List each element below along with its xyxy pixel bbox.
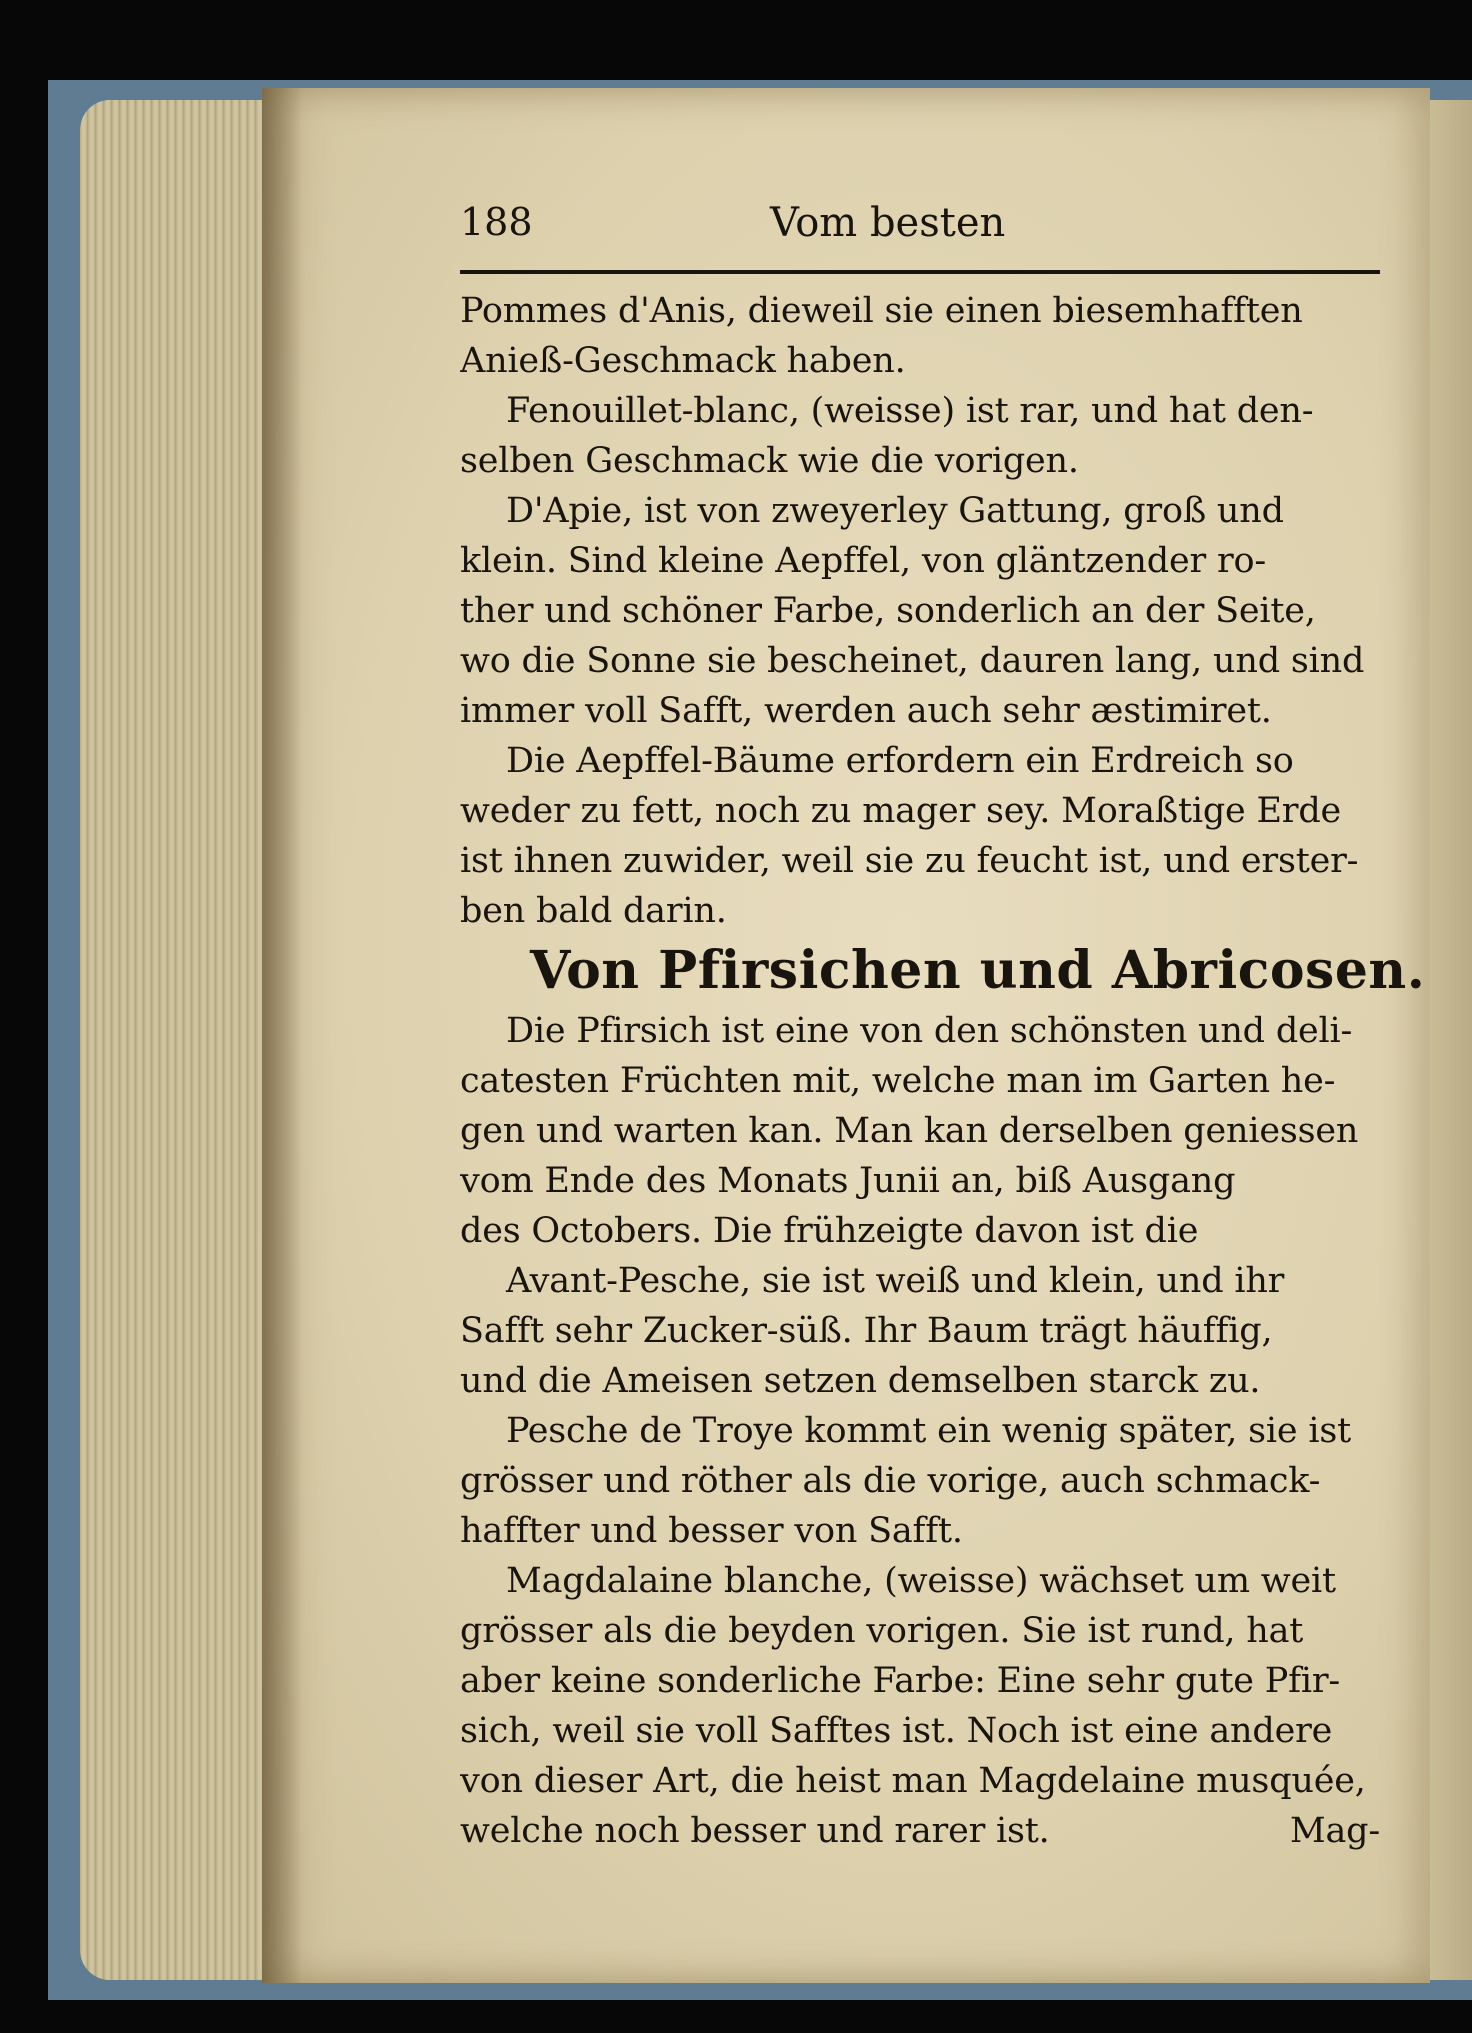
paragraphs-apples — [460, 286, 1380, 936]
text-line: gen und warten kan. Man kan derselben geniessen — [460, 1111, 1359, 1151]
text-line: sich, weil sie voll Safftes ist. Noch ist eine andere — [460, 1711, 1333, 1751]
text-line: Pesche de Troye kommt ein wenig später, sie ist — [506, 1411, 1351, 1451]
text-line: grösser als die beyden vorigen. Sie ist rund, hat — [460, 1611, 1304, 1651]
text-line: Die Pfirsich ist eine von den schönsten und deli- — [506, 1011, 1353, 1051]
text-line: Safft sehr Zucker-süß. Ihr Baum trägt häuffig, — [460, 1311, 1273, 1351]
text-line: Avant-Pesche, sie ist weiß und klein, und ihr — [506, 1261, 1285, 1301]
text-line: vom Ende des Monats Junii an, biß Ausgang — [460, 1161, 1236, 1201]
running-head: Vom besten — [770, 200, 1006, 246]
text-line: und die Ameisen setzen demselben starck zu. — [460, 1361, 1261, 1401]
text-line: ben bald darin. — [460, 891, 727, 931]
text-line: ther und schöner Farbe, sonderlich an der Seite, — [460, 591, 1316, 631]
header-rule — [460, 270, 1380, 274]
text-line: weder zu fett, noch zu mager sey. Moraßtige Erde — [460, 791, 1342, 831]
facing-page-edge — [1425, 100, 1472, 1980]
page-gutter-shadow — [262, 88, 302, 1983]
section-heading: Von Pfirsichen und Abricosen. — [530, 940, 1426, 1001]
text-line: catesten Früchten mit, welche man im Garten he- — [460, 1061, 1336, 1101]
paragraphs-peaches — [460, 1006, 1380, 1856]
text-line: D'Apie, ist von zweyerley Gattung, groß und — [506, 491, 1284, 531]
text-line: haffter und besser von Safft. — [460, 1511, 963, 1551]
text-line: welche noch besser und rarer ist. Mag- — [460, 1806, 1380, 1856]
text-line: von dieser Art, die heist man Magdelaine musquée, — [460, 1761, 1366, 1801]
text-line: aber keine sonderliche Farbe: Eine sehr gute Pfir- — [460, 1661, 1340, 1701]
page-header — [460, 200, 1380, 248]
text-line: Pommes d'Anis, dieweil sie einen biesemhafften — [460, 291, 1303, 331]
text-line: grösser und röther als die vorige, auch schmack- — [460, 1461, 1321, 1501]
text-line: Magdalaine blanche, (weisse) wächset um weit — [506, 1561, 1336, 1601]
text-line: Fenouillet-blanc, (weisse) ist rar, und hat den- — [506, 391, 1314, 431]
text-line: Die Aepffel-Bäume erfordern ein Erdreich so — [506, 741, 1294, 781]
text-line: wo die Sonne sie bescheinet, dauren lang, und sind — [460, 641, 1365, 681]
text-line: des Octobers. Die frühzeigte davon ist die — [460, 1211, 1199, 1251]
text-line: immer voll Safft, werden auch sehr æstimiret. — [460, 691, 1272, 731]
page-body — [460, 286, 1426, 1856]
text-line: selben Geschmack wie die vorigen. — [460, 441, 1079, 481]
text-line: ist ihnen zuwider, weil sie zu feucht ist, und erster- — [460, 841, 1359, 881]
page-number: 188 — [460, 200, 533, 244]
catchword: Mag- — [1289, 1811, 1380, 1851]
text-line: Anieß-Geschmack haben. — [460, 341, 906, 381]
page-text-block — [460, 200, 1426, 1851]
text-line: klein. Sind kleine Aepffel, von gläntzender ro- — [460, 541, 1266, 581]
